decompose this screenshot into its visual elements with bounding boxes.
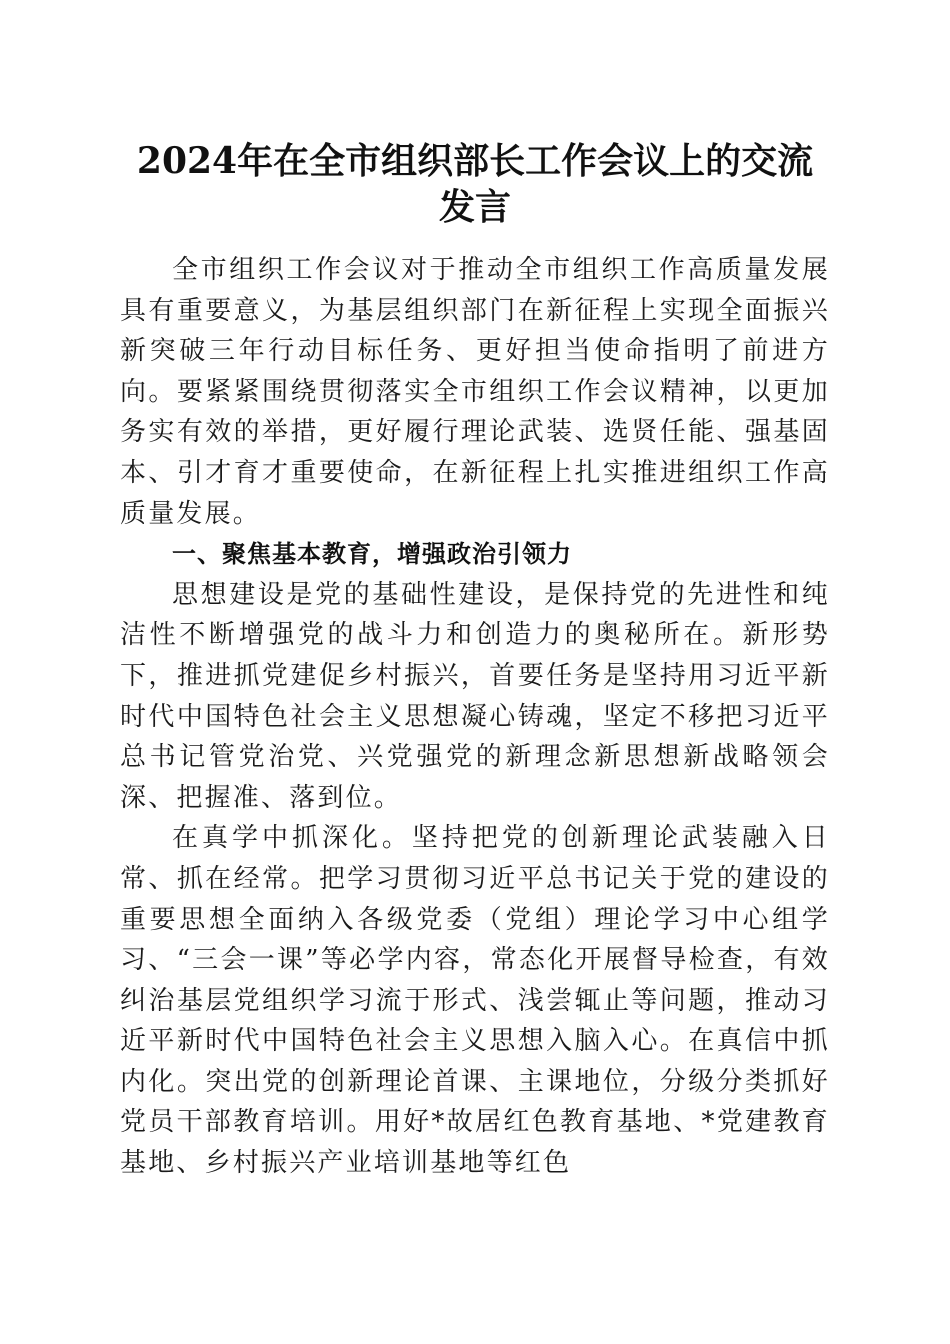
paragraph-section-1-detail: 在真学中抓深化。坚持把党的创新理论武装融入日常、抓在经常。把学习贯彻习近平总书记关于党的建设的重要思想全面纳入各级党委（党组）理论学习中心组学习、“三会一课”等必学内容，常态化开展督导检查，有效纠治基层党组织学习流于形式、浅尝辄止等问题，推动习近平新时代中国特色社会主义思想入脑入心。在真信中抓内化。突出党的创新理论首课、主课地位，分级分类抓好党员干部教育培训。用好*故居红色教育基地、*党建教育基地、乡村振兴产业培训基地等红色 [120, 823, 830, 1179]
document-title: 2024年在全市组织部长工作会议上的交流发言 [136, 140, 814, 228]
paragraph-intro: 全市组织工作会议对于推动全市组织工作高质量发展具有重要意义，为基层组织部门在新征程上实现全面振兴新突破三年行动目标任务、更好担当使命指明了前进方向。要紧紧围绕贯彻落实全市组织工作会议精神，以更加务实有效的举措，更好履行理论武装、选贤任能、强基固本、引才育才重要使命，在新征程上扎实推进组织工作高质量发展。 [120, 255, 830, 529]
document-body [120, 250, 830, 1184]
paragraph-section-1: 思想建设是党的基础性建设，是保持党的先进性和纯洁性不断增强党的战斗力和创造力的奥秘所在。新形势下，推进抓党建促乡村振兴，首要任务是坚持用习近平新时代中国特色社会主义思想凝心铸魂，坚定不移把习近平总书记管党治党、兴党强党的新理念新思想新战略领会深、把握准、落到位。 [120, 579, 830, 813]
section-heading-1: 一、聚焦基本教育，增强政治引领力 [172, 540, 572, 569]
